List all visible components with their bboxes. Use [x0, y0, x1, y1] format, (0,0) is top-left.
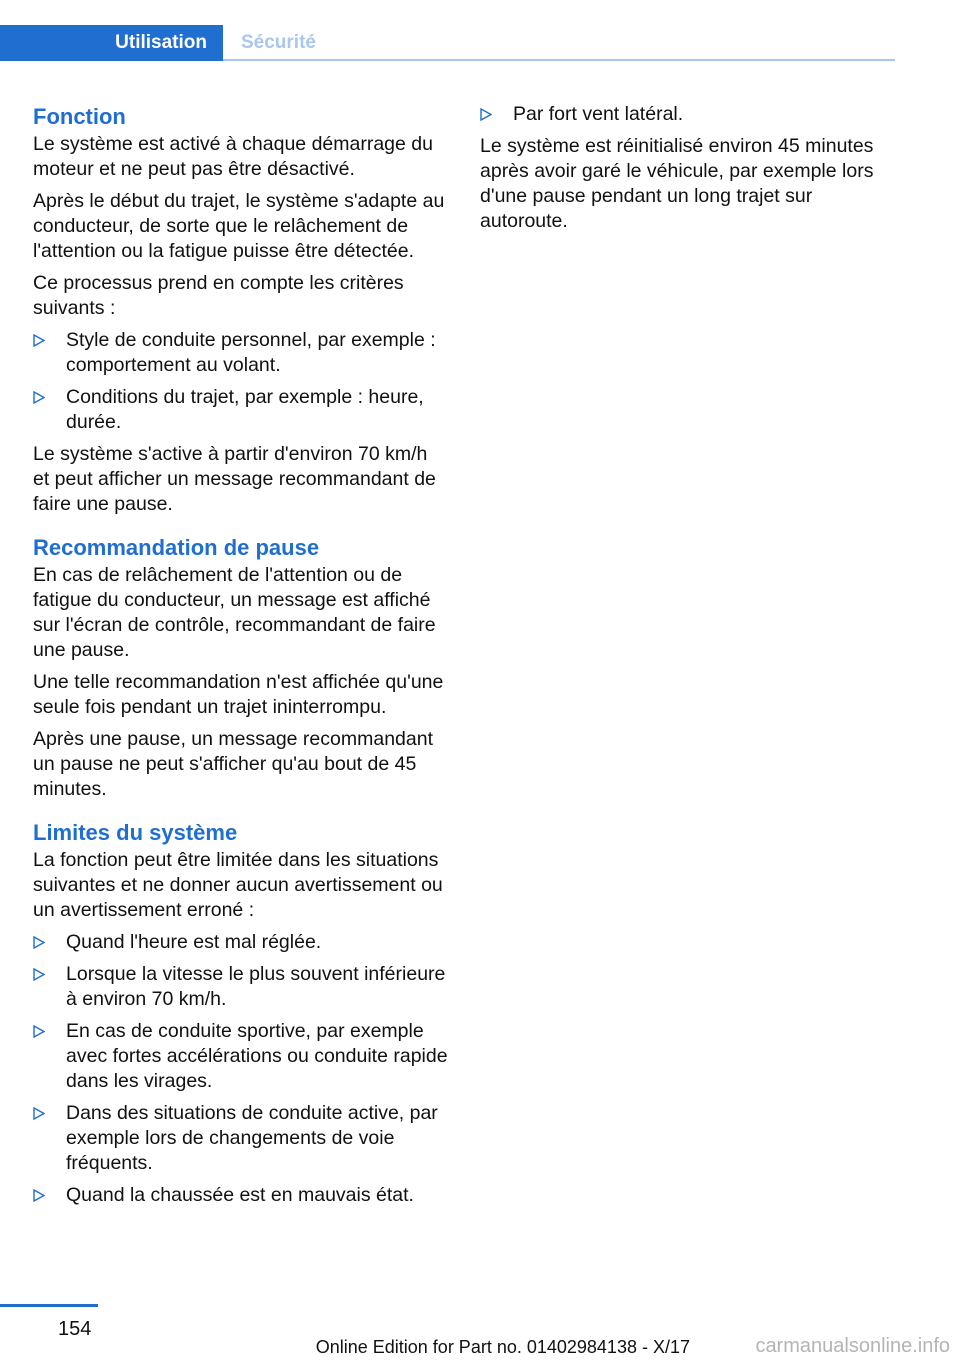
triangle-bullet-icon [33, 1101, 49, 1120]
list-item [33, 385, 448, 435]
watermark: carmanualsonline.info [755, 1335, 950, 1357]
list-item-text: Conditions du trajet, par exemple : heure, durée. [66, 386, 424, 433]
list-item-text: Par fort vent latéral. [513, 103, 684, 125]
section-heading: Fonction [33, 104, 126, 129]
triangle-bullet-icon [33, 1019, 49, 1038]
paragraph: La fonction peut être limitée dans les situations suivantes et ne donner aucun avertissement ou un avertissement erroné : [33, 849, 443, 921]
bullet-list [33, 328, 448, 435]
triangle-bullet-icon [33, 930, 49, 949]
paragraph: Le système est réinitialisé environ 45 minutes après avoir garé le véhicule, par exemple lors d'une pause pendant un long trajet sur autoroute. [480, 135, 874, 232]
triangle-bullet-icon [33, 1183, 49, 1202]
bullet-list [480, 102, 895, 127]
header-divider [223, 59, 895, 61]
page-header [0, 0, 960, 64]
triangle-bullet-icon [33, 385, 49, 404]
paragraph: Ce processus prend en compte les critères suivants : [33, 272, 404, 319]
left-column [33, 102, 448, 1215]
list-item-text: En cas de conduite sportive, par exemple avec fortes accélérations ou conduite rapide dans les virages. [66, 1020, 448, 1092]
list-item-text: Quand l'heure est mal réglée. [66, 931, 322, 953]
tab-utilisation[interactable] [0, 25, 223, 61]
list-item [33, 1019, 448, 1094]
triangle-bullet-icon [480, 102, 496, 121]
triangle-bullet-icon [33, 962, 49, 981]
list-item [33, 1101, 448, 1176]
list-item-text: Lorsque la vitesse le plus souvent inférieure à environ 70 km/h. [66, 963, 446, 1010]
section-heading: Recommandation de pause [33, 535, 320, 560]
list-item [33, 328, 448, 378]
list-item [33, 962, 448, 1012]
triangle-bullet-icon [33, 328, 49, 347]
page-number: 154 [58, 1318, 92, 1340]
section-heading: Limites du système [33, 820, 238, 845]
list-item-text: Dans des situations de conduite active, par exemple lors de changements de voie fréquents. [66, 1102, 438, 1174]
list-item-text: Quand la chaussée est en mauvais état. [66, 1184, 414, 1206]
tab-utilisation-label: Utilisation [115, 32, 207, 53]
paragraph: Après une pause, un message recommandant un pause ne peut s'afficher qu'au bout de 45 minutes. [33, 728, 433, 800]
list-item [480, 102, 895, 127]
list-item [33, 930, 448, 955]
paragraph: En cas de relâchement de l'attention ou de fatigue du conducteur, un message est affiché sur l'écran de contrôle, recommandant de faire une pause. [33, 564, 436, 661]
list-item-text: Style de conduite personnel, par exemple : comportement au volant. [66, 329, 436, 376]
edition-text: Online Edition for Part no. 01402984138 - X/17 [315, 1337, 690, 1357]
list-item [33, 1183, 448, 1208]
bullet-list [33, 930, 448, 1208]
right-column [480, 102, 895, 241]
footer-divider [0, 1304, 98, 1307]
tab-securite-label: Sécurité [241, 32, 316, 53]
paragraph: Le système est activé à chaque démarrage du moteur et ne peut pas être désactivé. [33, 133, 433, 180]
paragraph: Une telle recommandation n'est affichée qu'une seule fois pendant un trajet ininterrompu. [33, 671, 444, 718]
paragraph: Le système s'active à partir d'environ 70 km/h et peut afficher un message recommandant de faire une pause. [33, 443, 436, 515]
tab-securite[interactable] [241, 25, 316, 61]
paragraph: Après le début du trajet, le système s'adapte au conducteur, de sorte que le relâchement de l'attention ou la fatigue puisse être détectée. [33, 190, 445, 262]
